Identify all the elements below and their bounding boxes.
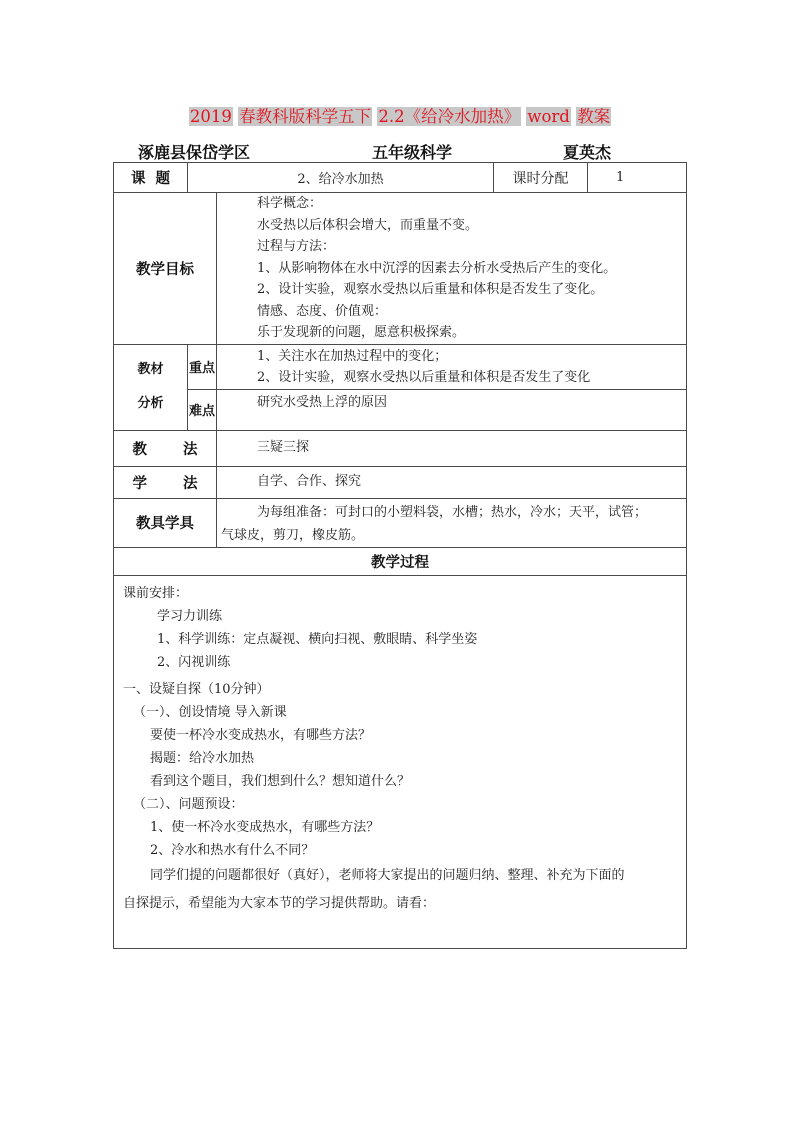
section-heading: 一、设疑自探（10分钟）: [123, 681, 270, 697]
title-part: 教案: [577, 107, 611, 126]
learning-method-label: 学 法: [114, 466, 217, 498]
analysis-label-line: 教材: [137, 362, 164, 377]
title-part: 2019: [189, 107, 232, 126]
topic-row: [114, 163, 687, 193]
teaching-method-row: [114, 430, 687, 466]
goal-line: 乐于发现新的问题，愿意积极探索。: [257, 325, 466, 340]
school-name: 涿鹿县保岱学区: [138, 143, 251, 162]
difficulty-row: [114, 389, 687, 430]
goal-line: 过程与方法：: [257, 239, 336, 254]
goals-content: [217, 193, 687, 345]
goal-line: 水受热以后体积会增大，而重量不变。: [257, 217, 479, 233]
teacher-name: 夏英杰: [563, 143, 612, 162]
topic-label: 课 题: [114, 163, 188, 193]
goals-label: 教学目标: [114, 193, 217, 345]
document-title: [0, 106, 800, 128]
key-points-content: [217, 344, 687, 389]
materials-line: 气球皮，剪刀，橡皮筋。: [221, 527, 365, 543]
pre-class-heading: 课前安排：: [123, 585, 189, 601]
teaching-method-value: 三疑三探: [217, 430, 687, 466]
process-heading: 教学过程: [114, 547, 687, 575]
key-points-row: [114, 344, 687, 389]
materials-label: 教具学具: [114, 498, 217, 547]
learning-method-value: 自学、合作、探究: [217, 466, 687, 498]
subsection-heading: （一）、创设情境 导入新课: [133, 704, 287, 720]
topic-value: 2、给冷水加热: [188, 163, 494, 193]
period-label: 课时分配: [494, 163, 588, 193]
goal-line: 1、从影响物体在水中沉浮的因素去分析水受热后产生的变化。: [257, 260, 617, 276]
goal-line: 2、设计实验，观察水受热以后重量和体积是否发生了变化。: [257, 282, 604, 297]
difficulty-content: 研究水受热上浮的原因: [217, 389, 687, 430]
materials-line: 为每组准备：可封口的小塑料袋，水槽；热水，冷水；天平，试管；: [257, 504, 648, 520]
analysis-label: [114, 344, 188, 430]
process-paragraph: 自探提示，希望能为大家本节的学习提供帮助。请看：: [123, 895, 436, 911]
title-part: 2.2《给冷水加热》: [378, 107, 521, 126]
key-points-label: 重点: [188, 344, 217, 389]
lesson-plan-table: [113, 162, 687, 949]
training-item: 2、闪视训练: [157, 654, 231, 670]
process-line: 要使一杯冷水变成热水，有哪些方法？: [150, 727, 372, 743]
grade-subject: 五年级科学: [372, 143, 453, 162]
process-heading-row: [114, 547, 687, 575]
period-value: 1: [588, 163, 687, 193]
goal-line: 情感、态度、价值观：: [257, 303, 388, 319]
materials-content: [217, 498, 687, 547]
process-line: 2、冷水和热水有什么不同？: [150, 842, 315, 858]
materials-row: [114, 498, 687, 547]
teaching-method-label: 教 法: [114, 430, 217, 466]
goals-row: [114, 193, 687, 345]
learning-method-row: [114, 466, 687, 498]
process-line: 看到这个题目，我们想到什么？想知道什么？: [150, 773, 411, 789]
process-paragraph: 同学们提的问题都很好（真好），老师将大家提出的问题归纳、整理、补充为下面的: [150, 867, 625, 883]
process-line: 1、使一杯冷水变成热水，有哪些方法？: [150, 819, 380, 835]
key-point-line: 2、设计实验，观察水受热以后重量和体积是否发生了变化: [257, 370, 591, 385]
process-row: [114, 575, 687, 948]
process-line: 揭题：给冷水加热: [150, 750, 255, 766]
subsection-heading: （二）、问题预设：: [133, 796, 244, 812]
goal-line: 科学概念：: [257, 196, 323, 211]
difficulty-label: 难点: [188, 389, 217, 430]
training-title: 学习力训练: [157, 608, 223, 624]
title-part: word: [527, 107, 570, 126]
key-point-line: 1、关注水在加热过程中的变化；: [257, 348, 448, 364]
analysis-label-line: 分析: [137, 396, 164, 411]
training-item: 1、科学训练：定点凝视、横向扫视、敷眼睛、科学坐姿: [157, 631, 478, 647]
process-content: [114, 575, 687, 948]
title-part: 春教科版科学五下: [239, 107, 372, 126]
